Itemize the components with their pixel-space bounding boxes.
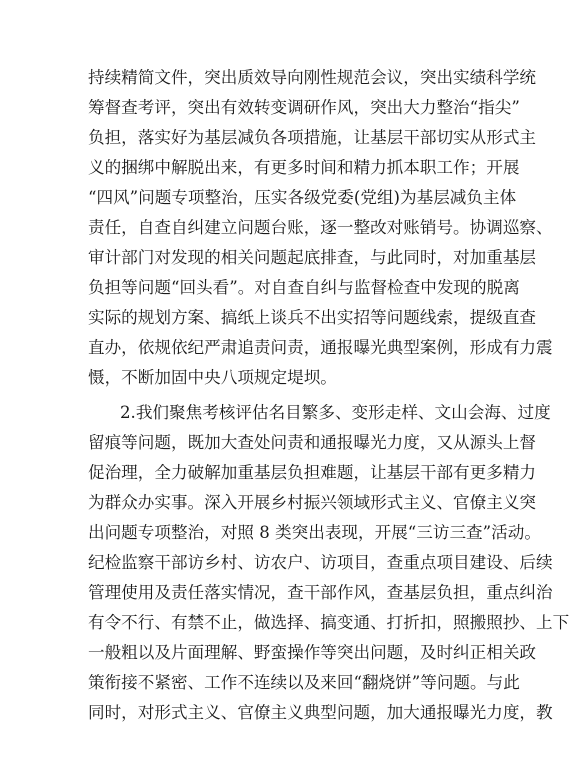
text-line: 持续精简文件，突出质效导向刚性规范会议，突出实绩科学统 [88, 68, 537, 87]
text-line: 义的捆绑中解脱出来，有更多时间和精力抓本职工作；开展 [88, 158, 520, 177]
text-line: 审计部门对发现的相关问题起底排查，与此同时，对加重基层 [88, 248, 537, 267]
text-line: 负担等问题“回头看”。对自查自纠与监督检查中发现的脱离 [88, 278, 520, 297]
text-line: 策衔接不紧密、工作不连续以及来回“翻烧饼”等问题。与此 [88, 673, 520, 692]
text-line: “四风”问题专项整治，压实各级党委(党组)为基层减负主体 [88, 188, 517, 207]
text-line: 负担，落实好为基层减负各项措施，让基层干部切实从形式主 [88, 128, 537, 147]
text-line: 纪检监察干部访乡村、访农户、访项目，查重点项目建设、后续 [88, 553, 553, 572]
text-line: 慑，不断加固中央八项规定堤坝。 [88, 368, 337, 387]
text-line: 直办，依规依纪严肃追责问责，通报曝光典型案例，形成有力震 [88, 338, 553, 357]
text-line: 责任，自查自纠建立问题台账，逐一整改对账销号。协调巡察、 [88, 218, 553, 237]
text-line: 同时，对形式主义、官僚主义典型问题，加大通报曝光力度，教 [88, 703, 553, 722]
text-line: 筹督查考评，突出有效转变调研作风，突出大力整治“指尖” [88, 98, 520, 117]
text-line: 促治理，全力破解加重基层负担难题，让基层干部有更多精力 [88, 463, 537, 482]
text-line: 有令不行、有禁不止，做选择、搞变通、打折扣，照搬照抄、上下 [88, 613, 570, 632]
text-line: 2.我们聚焦考核评估名目繁多、变形走样、文山会海、过度 [120, 403, 551, 422]
text-line: 留痕等问题，既加大查处问责和通报曝光力度，又从源头上督 [88, 433, 537, 452]
text-line: 管理使用及责任落实情况，查干部作风，查基层负担，重点纠治 [88, 583, 553, 602]
text-line: 一般粗以及片面理解、野蛮操作等突出问题，及时纠正相关政 [88, 643, 537, 662]
text-line: 实际的规划方案、搞纸上谈兵不出实招等问题线索，提级直查 [88, 308, 537, 327]
text-line: 出问题专项整治，对照 8 类突出表现，开展“三访三查”活动。 [88, 523, 541, 542]
text-line: 为群众办实事。深入开展乡村振兴领域形式主义、官僚主义突 [88, 493, 537, 512]
